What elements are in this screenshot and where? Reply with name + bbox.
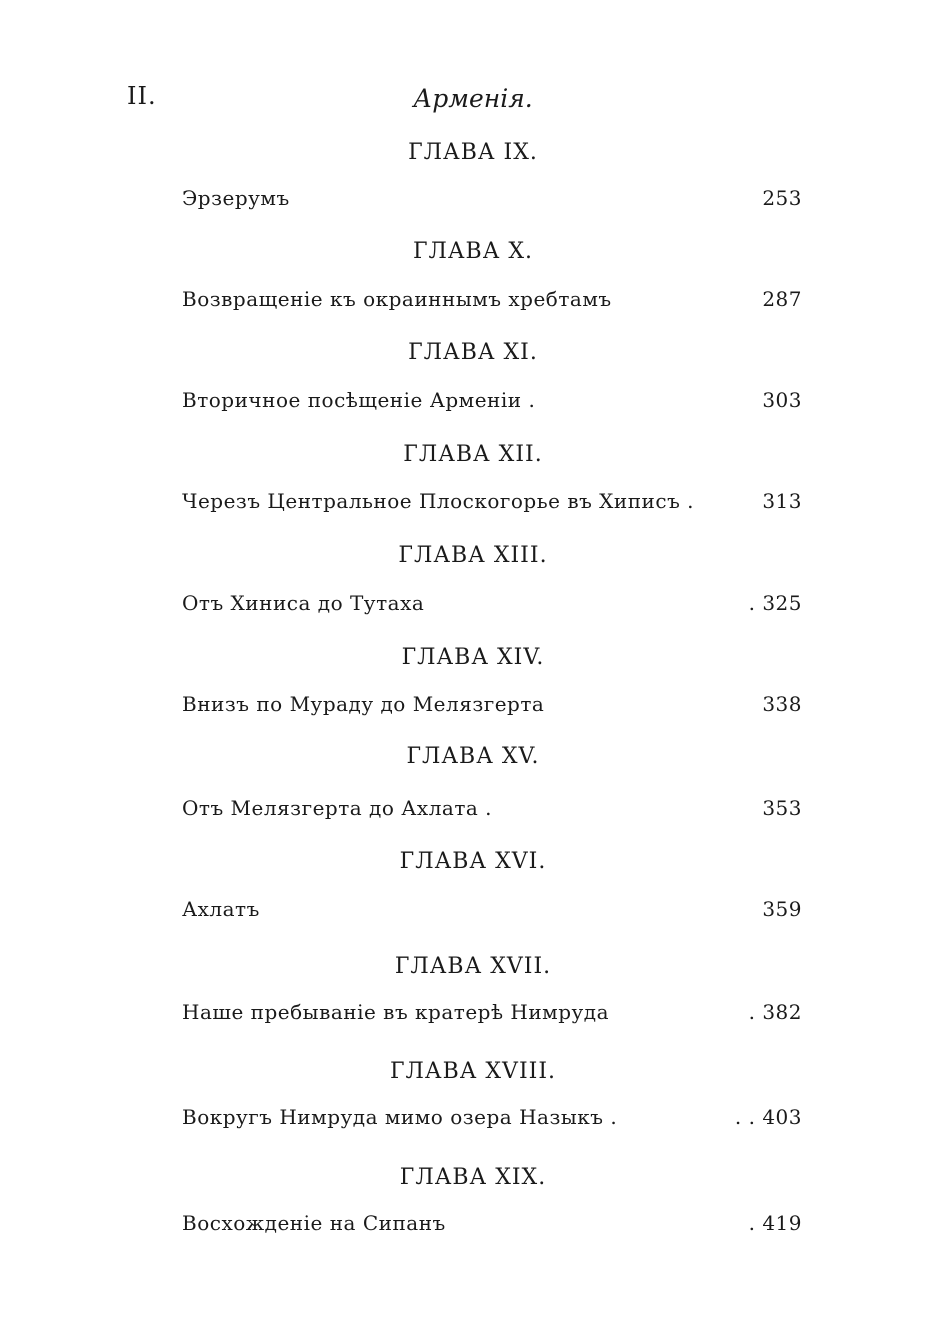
page-number: 313 — [762, 489, 802, 513]
chapter-heading: ГЛАВА XIV. — [401, 645, 545, 670]
part-title: Арменія. — [413, 84, 533, 113]
page-number: . 382 — [748, 1000, 802, 1024]
page-number: 353 — [762, 796, 802, 820]
chapter-title: Вокругъ Нимруда мимо озера Назыкъ . — [182, 1105, 618, 1129]
chapter-heading: ГЛАВА XIII. — [398, 543, 548, 568]
chapter-heading: ГЛАВА XII. — [403, 442, 543, 467]
page-number: . 325 — [748, 591, 802, 615]
part-number: II. — [127, 82, 157, 110]
chapter-heading: ГЛАВА X. — [412, 239, 534, 264]
chapter-title: Отъ Мелязгерта до Ахлата . — [182, 796, 493, 820]
page-number: 253 — [762, 186, 802, 210]
chapter-title: Ахлатъ — [182, 897, 260, 921]
chapter-heading: ГЛАВА XVIII. — [389, 1059, 557, 1084]
chapter-title: Отъ Хиниса до Тутаха — [182, 591, 425, 615]
page-number: . . 403 — [734, 1105, 802, 1129]
chapter-heading: ГЛАВА IX. — [408, 140, 538, 165]
chapter-title: Восхожденіе на Сипанъ — [182, 1211, 446, 1235]
chapter-heading: ГЛАВА XVI. — [399, 849, 547, 874]
chapter-title: Внизъ по Мураду до Мелязгерта — [182, 692, 545, 716]
page-number: 359 — [762, 897, 802, 921]
page-number: 338 — [762, 692, 802, 716]
chapter-heading: ГЛАВА XIX. — [399, 1165, 547, 1190]
chapter-heading: ГЛАВА XVII. — [394, 954, 552, 979]
page-number: 287 — [762, 287, 802, 311]
chapter-heading: ГЛАВА XV. — [406, 744, 540, 769]
chapter-title: Эрзерумъ — [182, 186, 290, 210]
chapter-heading: ГЛАВА XI. — [408, 340, 538, 365]
chapter-title: Наше пребываніе въ кратерѣ Нимруда — [182, 1000, 610, 1024]
page-number: . 419 — [748, 1211, 802, 1235]
chapter-title: Вторичное посѣщеніе Арменіи . — [182, 388, 536, 412]
chapter-title: Черезъ Центральное Плоскогорье въ Хиписъ . — [182, 489, 695, 513]
chapter-title: Возвращеніе къ окраиннымъ хребтамъ — [182, 287, 612, 311]
page-number: 303 — [762, 388, 802, 412]
